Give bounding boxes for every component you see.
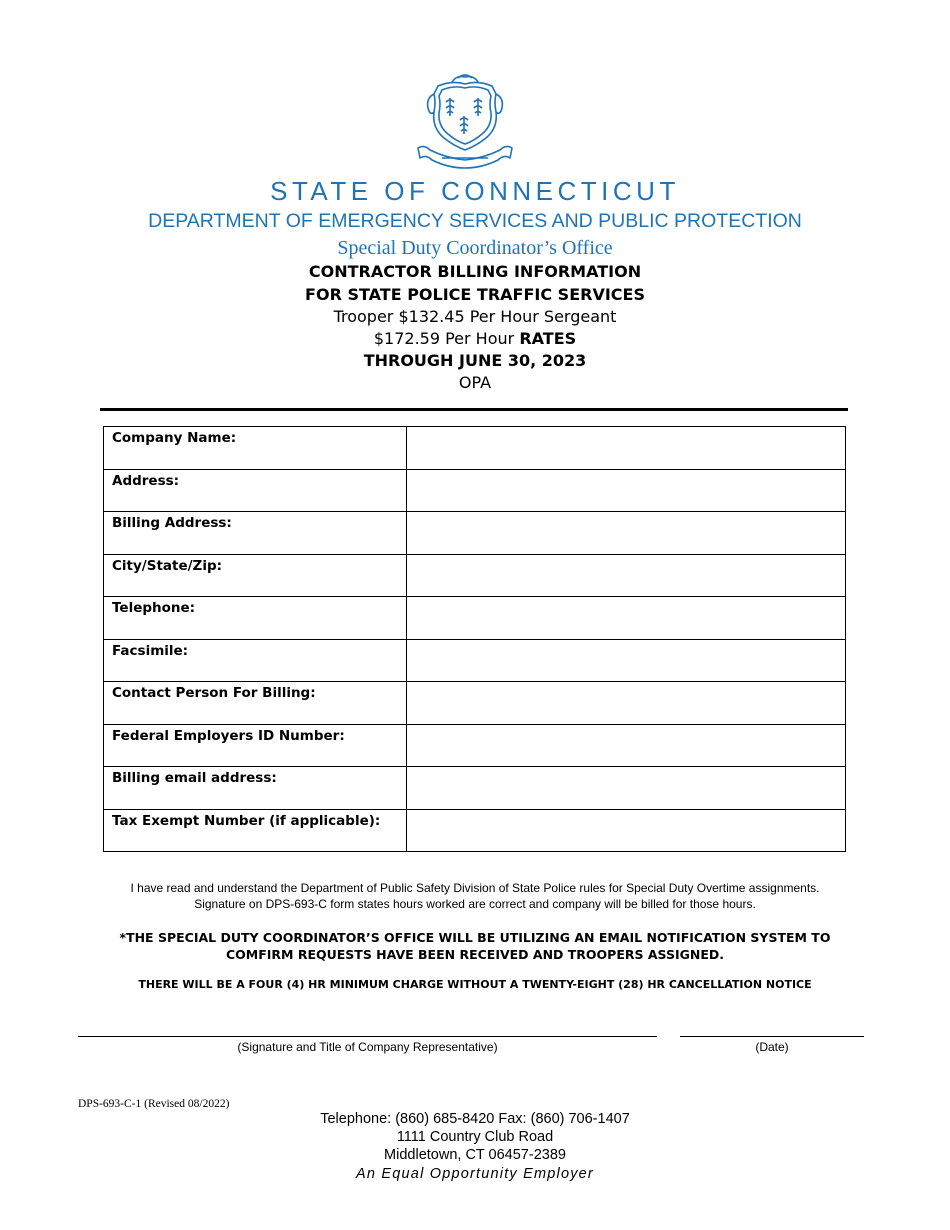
table-row [104, 639, 846, 682]
federal-employer-id-field[interactable] [407, 725, 845, 765]
table-row [104, 597, 846, 640]
table-row [104, 767, 846, 810]
field-label: Billing email address: [104, 767, 407, 810]
date-line[interactable] [680, 1036, 864, 1037]
telephone-field[interactable] [407, 597, 845, 637]
form-title-line1: CONTRACTOR BILLING INFORMATION [308, 262, 642, 281]
facsimile-field[interactable] [407, 640, 845, 680]
billing-info-table [103, 426, 846, 852]
signature-line[interactable] [78, 1036, 657, 1037]
table-row [104, 469, 846, 512]
opa-label: OPA [458, 373, 492, 392]
field-cell [407, 767, 846, 810]
rates-line2 [0, 329, 950, 348]
field-cell [407, 724, 846, 767]
field-cell [407, 554, 846, 597]
billing-contact-field[interactable] [407, 682, 845, 722]
connecticut-state-seal-icon [412, 72, 518, 172]
footer-phone-fax: Telephone: (860) 685-8420 Fax: (860) 706-1407 [320, 1111, 630, 1127]
footer-eoe: An Equal Opportunity Employer [356, 1166, 594, 1182]
rates-line1: Trooper $132.45 Per Hour Sergeant [333, 307, 617, 326]
field-label: Tax Exempt Number (if applicable): [104, 809, 407, 852]
field-cell [407, 639, 846, 682]
office-title: Special Duty Coordinator’s Office [337, 237, 613, 259]
table-row [104, 724, 846, 767]
form-number: DPS-693-C-1 (Revised 08/2022) [78, 1098, 230, 1110]
department-title: DEPARTMENT OF EMERGENCY SERVICES AND PUBLIC PROTECTION [148, 210, 802, 232]
field-label: Company Name: [104, 427, 407, 470]
company-name-field[interactable] [407, 427, 845, 467]
form-title-line2: FOR STATE POLICE TRAFFIC SERVICES [305, 285, 645, 304]
city-state-zip-field[interactable] [407, 555, 845, 595]
field-label: Billing Address: [104, 512, 407, 555]
date-caption: (Date) [755, 1040, 789, 1054]
rates-label: RATES [519, 329, 577, 348]
field-cell [407, 427, 846, 470]
table-row [104, 554, 846, 597]
minimum-charge-notice: THERE WILL BE A FOUR (4) HR MINIMUM CHARGE WITHOUT A TWENTY-EIGHT (28) HR CANCELLATION NOTICE [138, 978, 812, 991]
footer-city: Middletown, CT 06457-2389 [384, 1147, 566, 1163]
billing-email-field[interactable] [407, 767, 845, 807]
rates-line2-prefix: $172.59 Per Hour [373, 329, 520, 348]
table-row [104, 682, 846, 725]
acknowledgement-line2: Signature on DPS-693-C form states hours worked are correct and company will be billed for those hours. [194, 897, 756, 911]
field-cell [407, 597, 846, 640]
signature-caption: (Signature and Title of Company Representative) [237, 1040, 498, 1054]
tax-exempt-number-field[interactable] [407, 810, 845, 850]
field-cell [407, 682, 846, 725]
email-notice-line2: COMFIRM REQUESTS HAVE BEEN RECEIVED AND TROOPERS ASSIGNED. [225, 947, 725, 962]
table-row [104, 512, 846, 555]
rates-through-date: THROUGH JUNE 30, 2023 [363, 351, 587, 370]
state-title: STATE OF CONNECTICUT [270, 176, 680, 206]
field-cell [407, 469, 846, 512]
billing-address-field[interactable] [407, 512, 845, 552]
field-cell [407, 809, 846, 852]
field-label: Address: [104, 469, 407, 512]
footer-street: 1111 Country Club Road [396, 1129, 554, 1145]
table-row [104, 427, 846, 470]
address-field[interactable] [407, 470, 845, 510]
field-label: Federal Employers ID Number: [104, 724, 407, 767]
field-label: City/State/Zip: [104, 554, 407, 597]
field-label: Telephone: [104, 597, 407, 640]
table-row [104, 809, 846, 852]
acknowledgement-line1: I have read and understand the Department of Public Safety Division of State Police rules for Special Duty Overtime assignments. [130, 881, 820, 895]
header-divider [100, 408, 848, 411]
email-notice-line1: *THE SPECIAL DUTY COORDINATOR’S OFFICE WILL BE UTILIZING AN EMAIL NOTIFICATION SYSTEM TO [119, 930, 831, 945]
field-cell [407, 512, 846, 555]
field-label: Contact Person For Billing: [104, 682, 407, 725]
field-label: Facsimile: [104, 639, 407, 682]
